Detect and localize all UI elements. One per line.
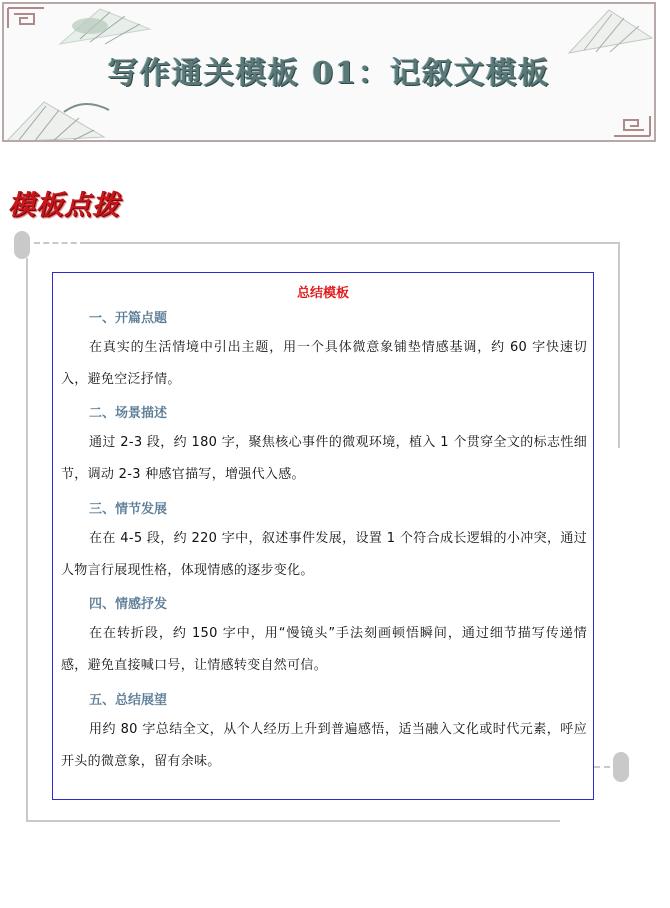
section-2-heading: 二、场景描述: [89, 406, 168, 421]
page-title: 写作通关模板 01：记叙文模板: [107, 56, 551, 91]
frame-line-bottom: [26, 820, 560, 822]
section-4-heading: 四、情感抒发: [89, 597, 168, 612]
section-3-text: 在在 4-5 段，约 220 字中，叙述事件发展，设置 1 个符合成长逻辑的小冲突，通过人物言行展现性格，体现情感的逐步变化。: [61, 531, 587, 578]
template-box: [52, 272, 594, 800]
section-1-heading: 一、开篇点题: [89, 311, 168, 326]
section-5-heading: 五、总结展望: [89, 693, 168, 708]
title-banner: [2, 2, 656, 142]
section-3-heading: 三、情节发展: [89, 502, 168, 517]
section-5-text: 用约 80 字总结全文，从个人经历上升到普遍感悟，适当融入文化或时代元素，呼应开头的微意象，留有余味。: [61, 722, 587, 769]
box-title: 总结模板: [296, 286, 349, 301]
corner-ornament-icon: [594, 110, 654, 140]
section-heading: 模板点拨: [8, 190, 120, 221]
frame-dot: [14, 231, 30, 259]
section-4-text: 在在转折段，约 150 字中，用“慢镜头”手法刻画顿悟瞬间，通过细节描写传递情感，避免直接喊口号，让情感转变自然可信。: [61, 626, 587, 673]
frame-dash: [34, 242, 86, 244]
frame-line-left: [26, 258, 28, 822]
section-1-text: 在真实的生活情境中引出主题，用一个具体微意象铺垫情感基调，约 60 字快速切入，避免空泛抒情。: [61, 340, 587, 387]
frame-line-right: [618, 242, 620, 448]
fan-icon: [4, 92, 114, 142]
section-2-text: 通过 2-3 段，约 180 字，聚焦核心事件的微观环境，植入 1 个贯穿全文的标志性细节，调动 2-3 种感官描写，增强代入感。: [61, 435, 587, 482]
frame-dot: [613, 752, 629, 782]
frame-line-top: [86, 242, 618, 244]
